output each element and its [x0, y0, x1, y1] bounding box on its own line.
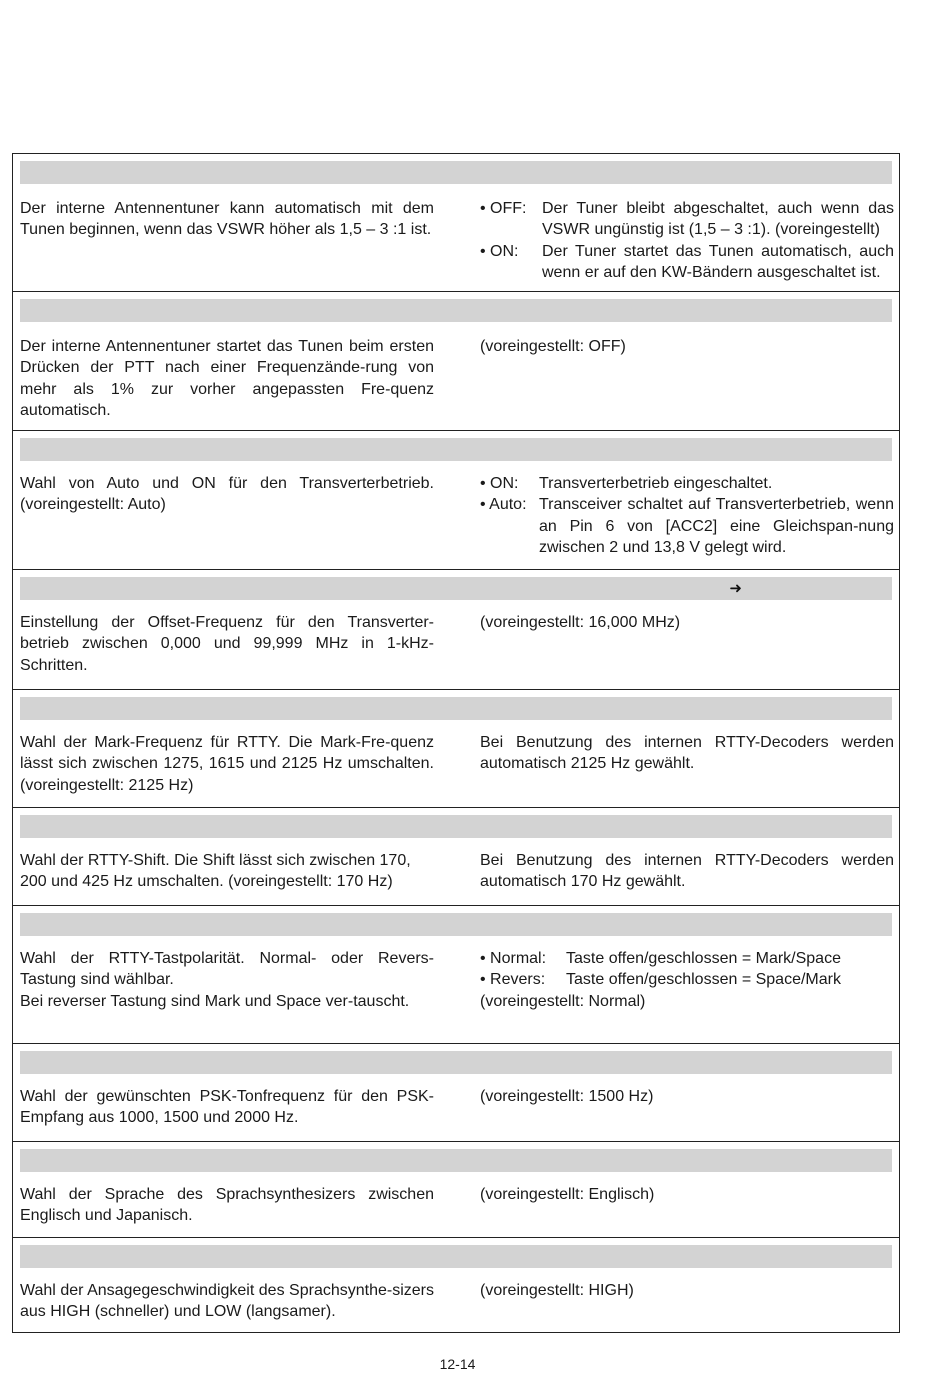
option-on — [480, 241, 894, 284]
option-text: Taste offen/geschlossen = Space/Mark — [566, 971, 841, 989]
setting-default: (voreingestellt: OFF) — [480, 338, 626, 355]
section-header-bar — [20, 299, 892, 322]
setting-section-1 — [13, 154, 899, 292]
setting-options — [480, 948, 894, 1012]
option-normal — [480, 948, 894, 969]
section-header-bar — [20, 577, 892, 600]
setting-default: (voreingestellt: Englisch) — [480, 1186, 655, 1203]
setting-section-10 — [13, 1238, 899, 1332]
setting-default: (voreingestellt: Normal) — [480, 992, 646, 1010]
setting-default: (voreingestellt: 1500 Hz) — [480, 1088, 654, 1105]
setting-description: Wahl der RTTY-Shift. Die Shift lässt sich zwischen 170, 200 und 425 Hz umschalten. (voreingestellt: 170 Hz) — [20, 852, 411, 891]
option-text: Transceiver schaltet auf Transverterbetrieb, wenn an Pin 6 von [ACC2] eine Gleichspan-nung zwischen 2 und 13,8 V gelegt wird. — [539, 496, 894, 556]
option-label: • Revers: — [480, 971, 546, 989]
description-line: Wahl der RTTY-Tastpolarität. Normal- oder Revers-Tastung sind wählbar. — [20, 950, 434, 989]
option-off — [480, 198, 894, 241]
section-header-bar — [20, 161, 892, 184]
option-auto — [480, 494, 894, 558]
section-header-bar — [20, 438, 892, 461]
option-on — [480, 473, 894, 494]
setting-description: Wahl der Sprache des Sprachsynthesizers zwischen Englisch und Japanisch. — [20, 1186, 434, 1225]
setting-note: Bei Benutzung des internen RTTY-Decoders werden automatisch 2125 Hz gewählt. — [480, 734, 894, 773]
option-text: Der Tuner bleibt abgeschaltet, auch wenn das VSWR ungünstig ist (1,5 – 3 :1). (voreingestellt) — [542, 200, 894, 239]
setting-options — [480, 198, 894, 283]
setting-section-3 — [13, 431, 899, 570]
setting-description: Wahl der Mark-Frequenz für RTTY. Die Mark-Fre-quenz lässt sich zwischen 1275, 1615 und 2125 Hz umschalten. (voreingestellt: 2125 Hz) — [20, 734, 434, 794]
section-header-bar — [20, 1149, 892, 1172]
setting-description — [20, 948, 434, 1012]
setting-options — [480, 473, 894, 558]
setting-default: (voreingestellt: HIGH) — [480, 1282, 634, 1299]
setting-section-8 — [13, 1044, 899, 1142]
setting-description: Wahl der gewünschten PSK-Tonfrequenz für den PSK-Empfang aus 1000, 1500 und 2000 Hz. — [20, 1088, 434, 1127]
description-line: Bei reverser Tastung sind Mark und Space ver-tauscht. — [20, 992, 410, 1010]
setting-description: Wahl der Ansagegeschwindigkeit des Sprachsynthe-sizers aus HIGH (schneller) und LOW (langsamer). — [20, 1282, 434, 1321]
section-header-bar — [20, 815, 892, 838]
setting-note: Bei Benutzung des internen RTTY-Decoders werden automatisch 170 Hz gewählt. — [480, 852, 894, 891]
settings-table — [12, 153, 900, 1333]
section-header-bar — [20, 1245, 892, 1268]
option-label: • ON: — [480, 242, 519, 260]
setting-description: Der interne Antennentuner startet das Tunen beim ersten Drücken der PTT nach einer Frequenzände-rung von mehr als 1% zur vorher angepassten Fre-quenz automatisch. — [20, 338, 434, 419]
section-header-bar — [20, 1051, 892, 1074]
arrow-right-icon: ➜ — [729, 580, 742, 597]
option-text: Transverterbetrieb eingeschaltet. — [539, 475, 773, 492]
setting-section-5 — [13, 690, 899, 808]
option-revers — [480, 969, 894, 990]
option-text: Taste offen/geschlossen = Mark/Space — [566, 950, 841, 967]
setting-description: Wahl von Auto und ON für den Transverterbetrieb. (voreingestellt: Auto) — [20, 475, 434, 514]
setting-section-9 — [13, 1142, 899, 1238]
setting-section-2 — [13, 292, 899, 431]
option-label: • Auto: — [480, 496, 527, 514]
page-number: 12-14 — [439, 1356, 476, 1372]
setting-section-4 — [13, 570, 899, 690]
setting-description: Der interne Antennentuner kann automatisch mit dem Tunen beginnen, wenn das VSWR höher als 1,5 – 3 :1 ist. — [20, 200, 434, 239]
setting-default: (voreingestellt: 16,000 MHz) — [480, 614, 681, 631]
option-label: • OFF: — [480, 200, 527, 217]
setting-section-6 — [13, 808, 899, 906]
option-label: • ON: — [480, 475, 519, 492]
setting-description: Einstellung der Offset-Frequenz für den Transverter-betrieb zwischen 0,000 und 99,999 MHz in 1-kHz-Schritten. — [20, 614, 434, 674]
section-header-bar — [20, 697, 892, 720]
option-text: Der Tuner startet das Tunen automatisch, auch wenn er auf den KW-Bändern ausgeschaltet ist. — [542, 242, 894, 281]
option-label: • Normal: — [480, 950, 547, 967]
setting-section-7 — [13, 906, 899, 1044]
section-header-bar — [20, 913, 892, 936]
